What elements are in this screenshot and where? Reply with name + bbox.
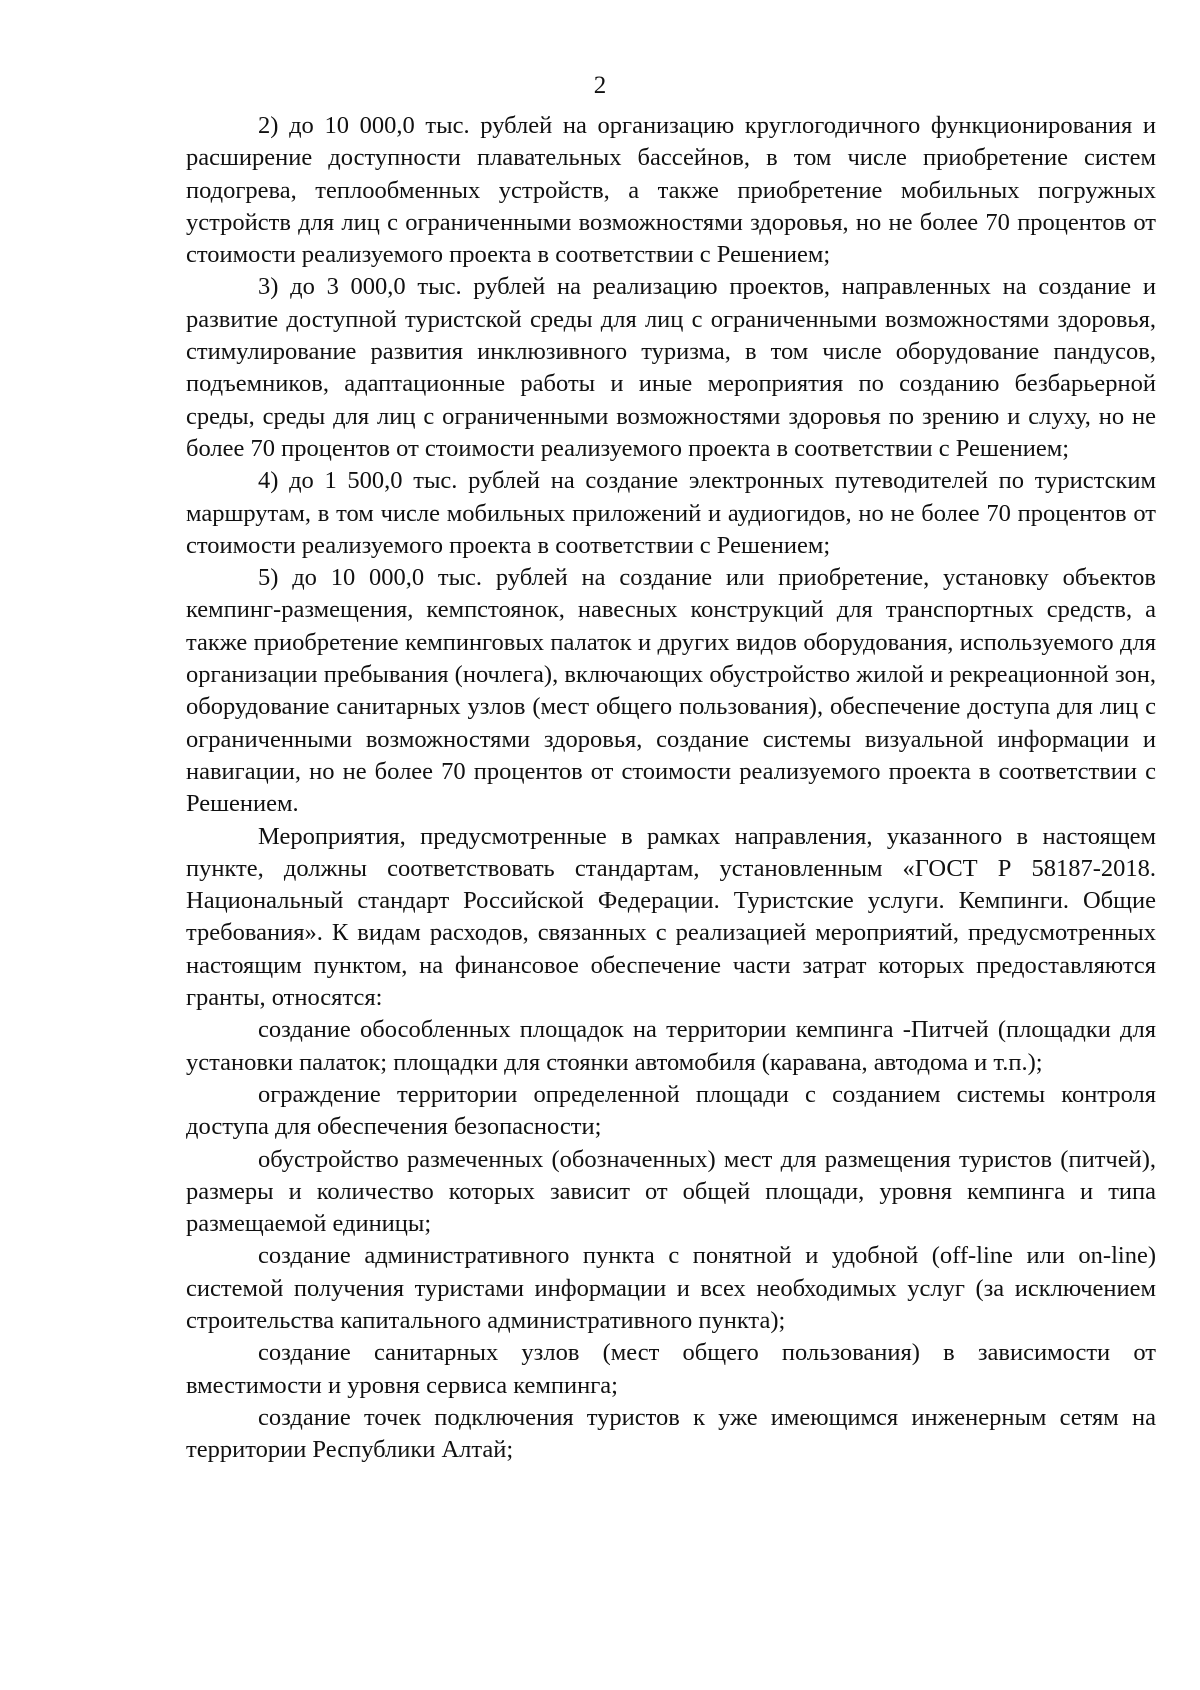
paragraph-item-4: 4) до 1 500,0 тыс. рублей на создание электронных путеводителей по туристским маршрутам, в том числе мобильных приложений и аудиогидов, но не более 70 процентов от стоимости реализуемого проекта в соответствии с Решением; (186, 467, 1156, 559)
document-body (186, 110, 1156, 1466)
paragraph-item-2: 2) до 10 000,0 тыс. рублей на организацию круглогодичного функционирования и расширение доступности плавательных бассейнов, в том числе приобретение систем подогрева, теплообменных устройств, а также приобретение мобильных погружных устройств для лиц с ограниченными возможностями здоровья, но не более 70 процентов от стоимости реализуемого проекта в соответствии с Решением; (186, 112, 1156, 269)
paragraph-item-3: 3) до 3 000,0 тыс. рублей на реализацию проектов, направленных на создание и развитие доступной туристской среды для лиц с ограниченными возможностями здоровья, стимулирование развития инклюзивного туризма, в том числе оборудование пандусов, подъемников, адаптационные работы и иные мероприятия по созданию безбарьерной среды, среды для лиц с ограниченными возможностями здоровья по зрению и слуху, но не более 70 процентов от стоимости реализуемого проекта в соответствии с Решением; (186, 273, 1156, 462)
paragraph-expense-sanitary: создание санитарных узлов (мест общего пользования) в зависимости от вместимости и уровня сервиса кемпинга; (186, 1339, 1156, 1399)
paragraph-expense-pitches: создание обособленных площадок на территории кемпинга -Питчей (площадки для установки палаток; площадки для стоянки автомобиля (каравана, автодома и т.п.); (186, 1016, 1156, 1076)
paragraph-gost-requirements: Мероприятия, предусмотренные в рамках направления, указанного в настоящем пункте, должны соответствовать стандартам, установленным «ГОСТ Р 58187-2018. Национальный стандарт Российской Федерации. Туристские услуги. Кемпинги. Общие требования». К видам расходов, связанных с реализацией мероприятий, предусмотренных настоящим пунктом, на финансовое обеспечение части затрат которых предоставляются гранты, относятся: (186, 822, 1156, 1012)
page-number: 2 (593, 72, 607, 99)
paragraph-expense-marked-places: обустройство размеченных (обозначенных) мест для размещения туристов (питчей), размеры и количество которых зависит от общей площади, уровня кемпинга и типа размещаемой единицы; (186, 1145, 1156, 1238)
paragraph-expense-admin-point: создание административного пункта с понятной и удобной (off-line или on-line) системой получения туристами информации и всех необходимых услуг (за исключением строительства капитального административного пункта); (186, 1242, 1156, 1334)
paragraph-expense-utility-points: создание точек подключения туристов к уже имеющимся инженерным сетям на территории Республики Алтай; (186, 1403, 1156, 1464)
paragraph-item-5: 5) до 10 000,0 тыс. рублей на создание или приобретение, установку объектов кемпинг-размещения, кемпстоянок, навесных конструкций для транспортных средств, а также приобретение кемпинговых палаток и других видов оборудования, используемого для организации пребывания (ночлега), включающих обустройство жилой и рекреационной зон, оборудование санитарных узлов (мест общего пользования), обеспечение доступа для лиц с ограниченными возможностями здоровья, создание системы визуальной информации и навигации, но не более 70 процентов от стоимости реализуемого проекта в соответствии с Решением. (186, 564, 1156, 818)
paragraph-expense-fencing: ограждение территории определенной площади с созданием системы контроля доступа для обеспечения безопасности; (186, 1080, 1156, 1141)
